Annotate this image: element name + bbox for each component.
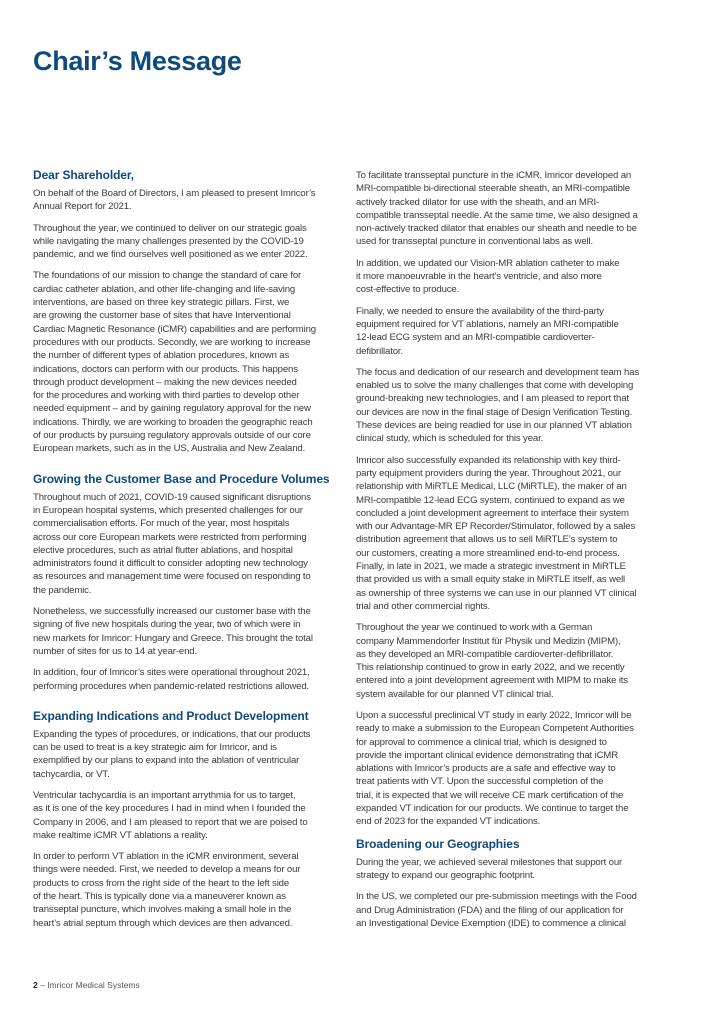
body-paragraph: In addition, we updated our Vision-MR ablation catheter to make it more manoeuvrable in the heart’s ventricle, and also more cost-effective to produce. xyxy=(356,257,620,296)
body-paragraph: Expanding the types of procedures, or indications, that our products can be used to treat is a key strategic aim for Imricor, and is exemplified by our plans to expand into the ablation of ventricular tachycardia, or VT. xyxy=(33,728,311,780)
page-footer xyxy=(33,980,140,990)
body-paragraph: Throughout the year we continued to work with a German company Mammendorfer Institut für Physik und Medizin (MIPM), as they developed an MRI-compatible cardioverter-defibrillator. This relationship continued to grow in early 2022, and we recently entered into a joint development agreement with MIPM to make its system available for our planned VT clinical trial. xyxy=(356,622,628,700)
footer-separator: – xyxy=(37,980,48,990)
section-heading: Dear Shareholder, xyxy=(33,168,135,182)
body-paragraph: Upon a successful preclinical VT study in early 2022, Imricor will be ready to make a submission to the European Competent Authorities for approval to commence a clinical trial, which is designed to provide the important clinical evidence demonstrating that iCMR ablations with Imricor’s products are a safe and effective way to treat patients with VT. Upon the successful completion of the trial, it is expected that we will receive CE mark certification of the expanded VT indication for our products. We continue to target the end of 2023 for the expanded VT indications. xyxy=(356,709,634,828)
body-paragraph: Throughout the year, we continued to deliver on our strategic goals while navigating the many challenges presented by the COVID-19 pandemic, and we find ourselves well positioned as we enter 2022. xyxy=(33,222,308,261)
right-column xyxy=(356,169,686,938)
page-title: Chair’s Message xyxy=(33,46,242,77)
left-column xyxy=(33,168,363,938)
body-paragraph: Finally, we needed to ensure the availability of the third-party equipment required for VT ablations, namely an MRI-compatible 12-lead ECG system and an MRI-compatible cardioverter- defibrillator. xyxy=(356,305,619,357)
body-paragraph: Nonetheless, we successfully increased our customer base with the signing of five new hospitals during the year, two of which were in new markets for Imricor: Hungary and Greece. This brought the total number of sites for us to 14 at year-end. xyxy=(33,606,313,657)
section-heading: Growing the Customer Base and Procedure Volumes xyxy=(33,471,330,486)
body-paragraph: In order to perform VT ablation in the iCMR environment, several things were needed. First, we needed to develop a means for our products to cross from the right side of the heart to the left side of the heart. This is typically done via a maneuverer known as transseptal puncture, which involves making a small hole in the heart’s atrial septum through which devices are then advanced. xyxy=(33,851,301,929)
section-heading: Expanding Indications and Product Development xyxy=(33,708,309,723)
body-paragraph: Throughout much of 2021, COVID-19 caused significant disruptions in European hospital systems, which presented challenges for our commercialisation efforts. For much of the year, most hospitals across our core European markets were restricted from performing elective procedures, such as atrial flutter ablations, and hospital administrators found it difficult to consider adopting new technology as resources and management time were focused on responding to the pandemic. xyxy=(33,491,311,596)
body-paragraph: In the US, we completed our pre-submission meetings with the Food and Drug Administration (FDA) and the filing of our application for an Investigational Device Exemption (IDE) to commence a clinical xyxy=(356,891,637,929)
body-paragraph: The foundations of our mission to change the standard of care for cardiac catheter ablation, and other life-changing and life-saving interventions, are based on three key strategic pillars. First, we are growing the customer base of sites that have Interventional Cardiac Magnetic Resonance (iCMR) capabilities and are performing procedures with our products. Secondly, we are working to increase the number of different types of ablation procedures, known as indications, doctors can perform with our products. This happens through product development – making the new devices needed for the procedures and working with third parties to develop other needed equipment – and by gaining regulatory approval for the new indications. Thirdly, we are working to broaden the geographic reach of our products by pursuing regulatory approvals outside of our core European markets, such as in the US, Australia and New Zealand. xyxy=(33,270,316,455)
body-paragraph: On behalf of the Board of Directors, I am pleased to present Imricor’s Annual Report for 2021. xyxy=(33,188,316,213)
publication-name: Imricor Medical Systems xyxy=(47,980,140,990)
body-paragraph: Ventricular tachycardia is an important arrythmia for us to target, as it is one of the key procedures I had in mind when I founded the Company in 2006, and I am pleased to report that we are poised to make realtime iCMR VT ablations a reality. xyxy=(33,789,308,841)
page-number: 2 xyxy=(33,980,38,990)
body-paragraph: During the year, we achieved several milestones that support our strategy to expand our geographic footprint. xyxy=(356,856,623,881)
body-paragraph: In addition, four of Imricor’s sites were operational throughout 2021, performing procedures when pandemic-related restrictions allowed. xyxy=(33,667,310,692)
body-paragraph: The focus and dedication of our research and development team has enabled us to solve the many challenges that come with developing ground-breaking new technologies, and I am pleased to report that our devices are now in the final stage of Design Verification Testing. These devices are being readied for use in our planned VT ablation clinical study, which is scheduled for this year. xyxy=(356,366,640,445)
body-paragraph: To facilitate transseptal puncture in the iCMR, Imricor developed an MRI-compatible bi-directional steerable sheath, an MRI-compatible actively tracked dilator for use with the sheath, and an MRI- compatible transseptal needle. At the same time, we also designed a non-actively tracked dilator that enables our sheath and needle to be used for transseptal puncture in conventional labs as well. xyxy=(356,170,638,248)
section-heading: Broadening our Geographies xyxy=(356,836,520,851)
body-paragraph: Imricor also successfully expanded its relationship with key third- party equipment providers during the year. Throughout 2021, our relationship with MiRTLE Medical, LLC (MiRTLE), the maker of an MRI-compatible 12-lead ECG system, continued to expand as we concluded a joint development agreement to interface their system with our Advantage-MR EP Recorder/Stimulator, followed by a sales distribution agreement that allows us to sell MiRTLE’s system to our customers, creating a more streamlined end-to-end process. Finally, in late in 2021, we made a strategic investment in MiRTLE that provided us with a small equity stake in MiRTLE itself, as well as ownership of three systems we can use in our planned VT clinical trial and other commercial rights. xyxy=(356,454,637,612)
